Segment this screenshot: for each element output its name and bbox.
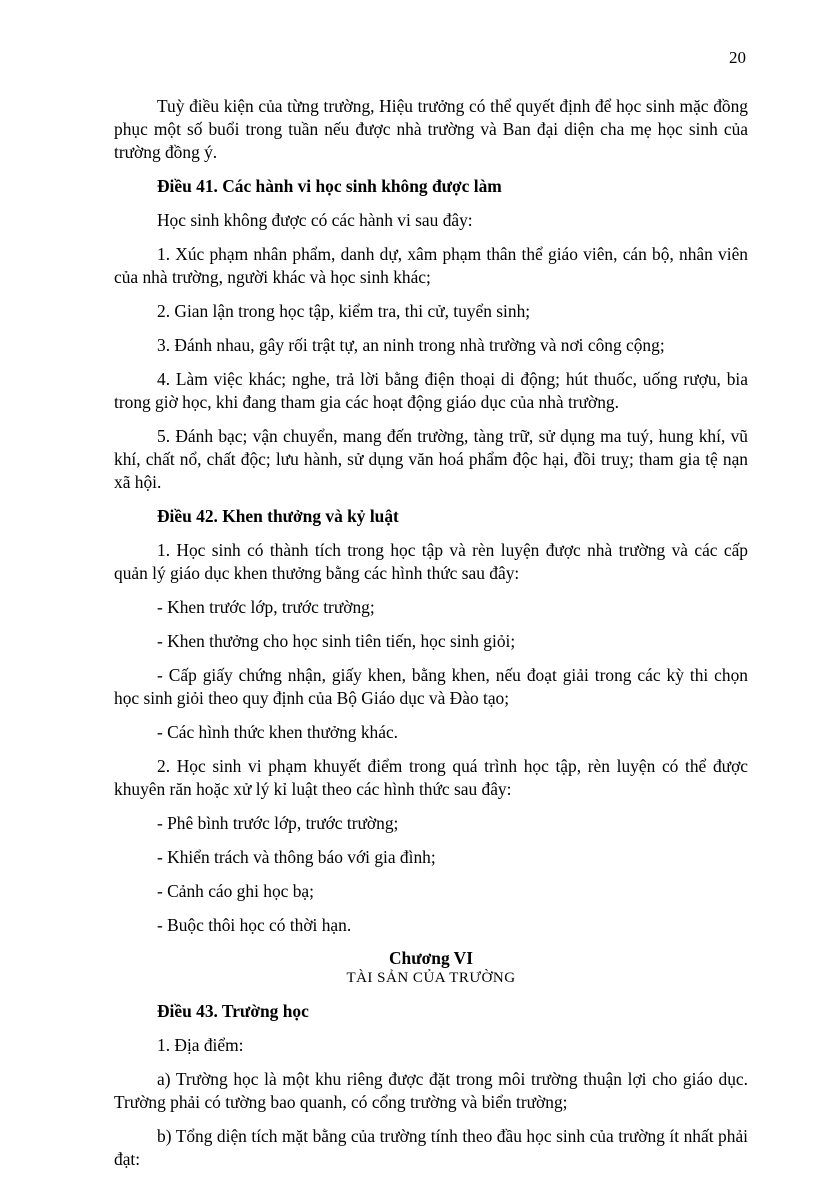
list-item: 2. Gian lận trong học tập, kiểm tra, thi cử, tuyển sinh; (157, 301, 531, 321)
article-43-heading: Điều 43. Trường học (157, 1001, 309, 1021)
list-item: - Phê bình trước lớp, trước trường; (157, 813, 399, 833)
list-item: - Cảnh cáo ghi học bạ; (157, 881, 314, 901)
paragraph-rewards: 1. Học sinh có thành tích trong học tập và rèn luyện được nhà trường và các cấp quản lý giáo dục khen thưởng bằng các hình thức sau đây: (114, 540, 748, 583)
chapter-title: Chương VI (388, 948, 474, 968)
article-41-heading: Điều 41. Các hành vi học sinh không được làm (157, 176, 502, 196)
paragraph-uniform: Tuỳ điều kiện của từng trường, Hiệu trưởng có thể quyết định để học sinh mặc đồng phục một số buổi trong tuần nếu được nhà trường và Ban đại diện cha mẹ học sinh của trường đồng ý. (114, 96, 748, 162)
chapter-subtitle: TÀI SẢN CỦA TRƯỜNG (346, 970, 516, 986)
list-item: - Cấp giấy chứng nhận, giấy khen, bằng khen, nếu đoạt giải trong các kỳ thi chọn học sinh giỏi theo quy định của Bộ Giáo dục và Đào tạo; (114, 665, 748, 708)
list-item: 1. Địa điểm: (157, 1035, 244, 1055)
list-item: 5. Đánh bạc; vận chuyển, mang đến trường, tàng trữ, sử dụng ma tuý, hung khí, vũ khí, chất nổ, chất độc; lưu hành, sử dụng văn hoá phẩm độc hại, đồi truỵ; tham gia tệ nạn xã hội. (114, 426, 748, 492)
list-item: 4. Làm việc khác; nghe, trả lời bằng điện thoại di động; hút thuốc, uống rượu, bia trong giờ học, khi đang tham gia các hoạt động giáo dục của nhà trường. (114, 369, 748, 412)
list-item: 3. Đánh nhau, gây rối trật tự, an ninh trong nhà trường và nơi công cộng; (157, 335, 665, 355)
list-item: - Khen thưởng cho học sinh tiên tiến, học sinh giỏi; (157, 631, 516, 651)
document-body (114, 95, 748, 1182)
article-42-heading: Điều 42. Khen thưởng và kỷ luật (157, 506, 399, 526)
list-item: - Buộc thôi học có thời hạn. (157, 915, 352, 935)
list-item: - Khiển trách và thông báo với gia đình; (157, 847, 436, 867)
chapter-header (114, 948, 748, 988)
paragraph-discipline: 2. Học sinh vi phạm khuyết điểm trong quá trình học tập, rèn luyện có thể được khuyên răn hoặc xử lý kỉ luật theo các hình thức sau đây: (114, 756, 748, 799)
list-item: - Các hình thức khen thưởng khác. (157, 722, 399, 742)
page-number: 20 (729, 48, 746, 67)
list-item: 1. Xúc phạm nhân phẩm, danh dự, xâm phạm thân thể giáo viên, cán bộ, nhân viên của nhà trường, người khác và học sinh khác; (114, 244, 748, 287)
list-item: a) Trường học là một khu riêng được đặt trong môi trường thuận lợi cho giáo dục. Trường phải có tường bao quanh, có cổng trường và biển trường; (114, 1069, 748, 1112)
paragraph-intro: Học sinh không được có các hành vi sau đây: (157, 210, 473, 230)
list-item: - Khen trước lớp, trước trường; (157, 597, 375, 617)
list-item: b) Tổng diện tích mặt bằng của trường tính theo đầu học sinh của trường ít nhất phải đạt: (114, 1126, 748, 1169)
